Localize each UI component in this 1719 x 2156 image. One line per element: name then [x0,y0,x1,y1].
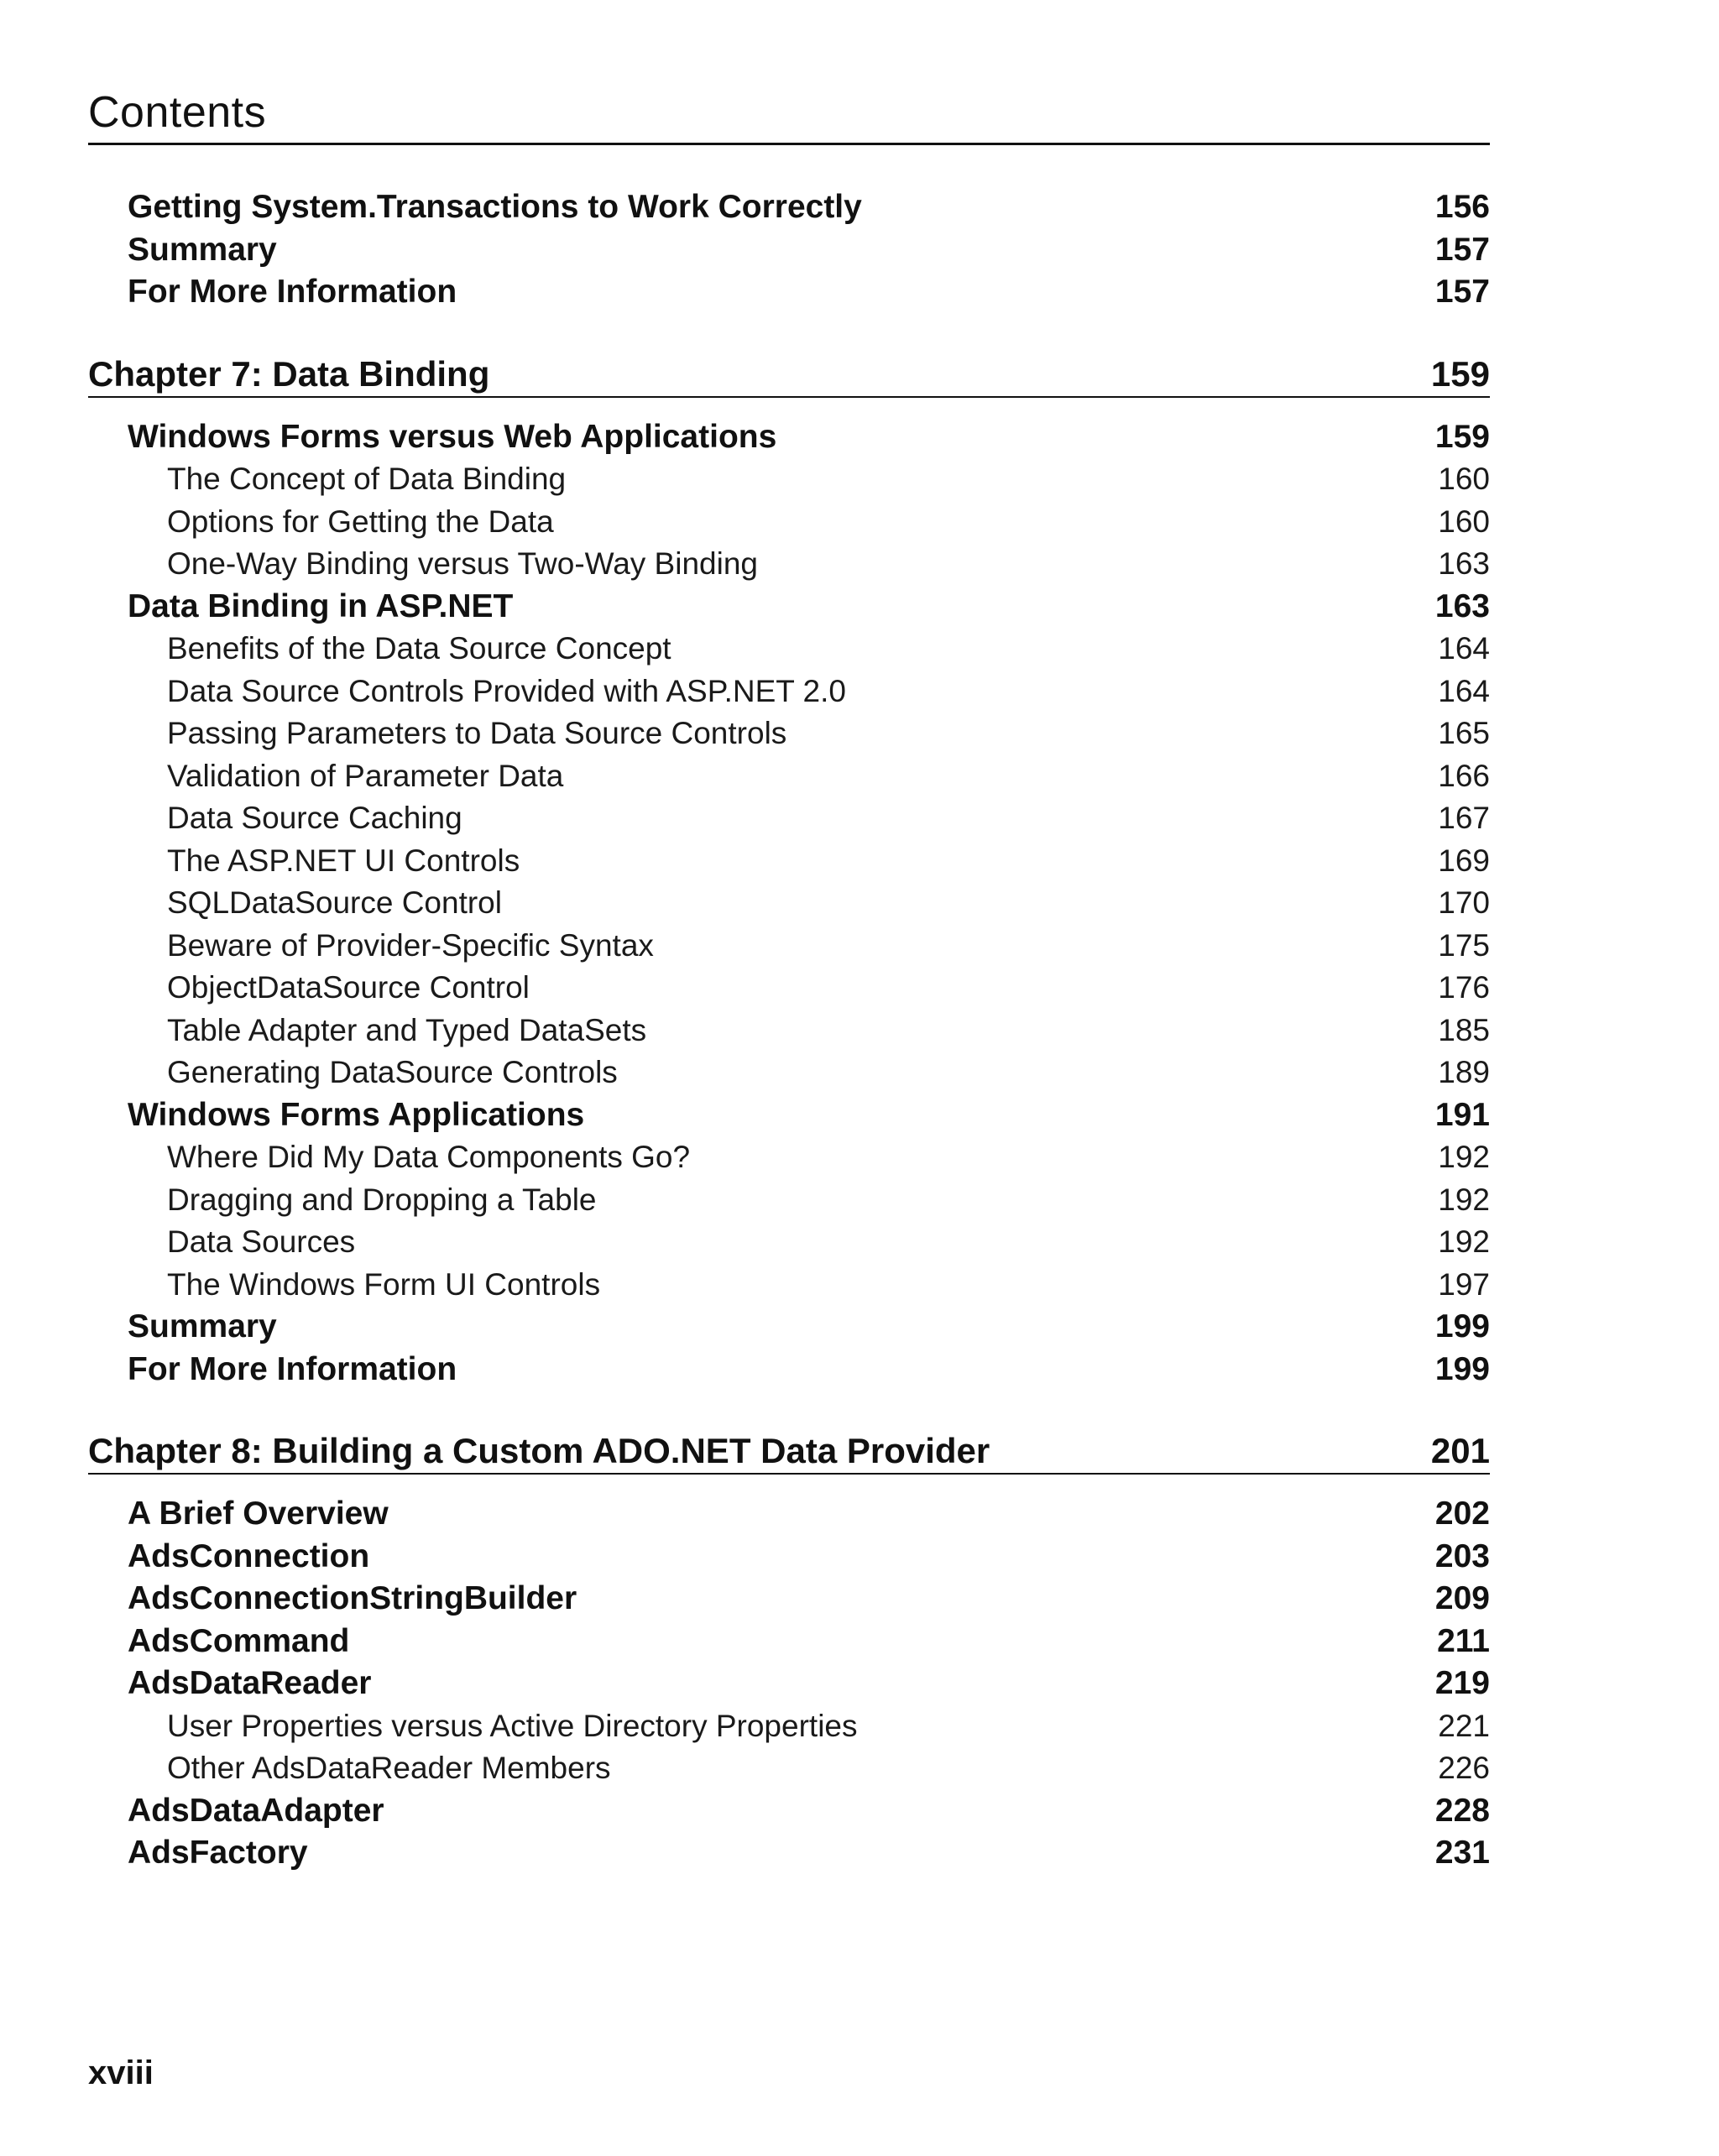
toc-entry-page: 160 [1438,462,1490,496]
toc-entry-label: AdsConnectionStringBuilder [128,1580,577,1616]
chapter-7-title: Chapter 7: Data Binding [88,353,490,394]
toc-entry-label: Data Source Caching [167,801,462,835]
toc-entry-page: 211 [1437,1622,1490,1659]
toc-entry-page: 226 [1438,1751,1490,1785]
toc-section-entry[interactable] [88,186,1490,229]
chapter-7-page: 159 [1430,353,1490,394]
toc-entry-page: 159 [1434,418,1490,455]
toc-entry-page: 185 [1438,1012,1490,1047]
toc-entry-page: 157 [1434,274,1490,310]
toc-entry-label: Windows Forms Applications [128,1096,585,1133]
toc-entry-page: 191 [1434,1096,1490,1133]
toc-section-entry[interactable] [88,1578,1490,1621]
toc-entry-label: AdsConnection [128,1537,370,1574]
toc-entry-label: ObjectDataSource Control [167,970,530,1005]
toc-subsection-entry[interactable] [88,713,1490,755]
toc-entry-page: 164 [1438,673,1490,708]
toc-entry-label: AdsDataReader [128,1665,372,1701]
page-folio: xviii [88,2054,154,2091]
toc-entry-page: 189 [1438,1055,1490,1089]
toc-entry-page: 219 [1434,1665,1490,1701]
toc-entry-page: 165 [1438,716,1490,750]
toc-entry-page: 164 [1438,631,1490,666]
toc-entry-page: 202 [1434,1496,1490,1532]
toc-entry-page: 197 [1438,1266,1490,1302]
toc-entry-page: 170 [1438,885,1490,920]
toc-entry-label: The Concept of Data Binding [167,462,567,496]
toc-entry-label: AdsCommand [128,1622,350,1659]
toc-subsection-entry[interactable] [88,1136,1490,1179]
chapter-7-heading[interactable] [88,346,1490,398]
toc-entry-label: Validation of Parameter Data [167,758,564,793]
toc-entry-label: Data Source Controls Provided with ASP.NET 2.0 [167,673,846,708]
toc-entry-label: The ASP.NET UI Controls [167,843,520,878]
toc-entry-page: 192 [1438,1140,1490,1174]
toc-section-entry[interactable] [88,1306,1490,1349]
toc-subsection-entry[interactable] [88,967,1490,1010]
chapter-8-entries [88,1493,1490,1875]
toc-entry-label: Beware of Provider-Specific Syntax [167,927,654,963]
toc-entry-label: For More Information [128,1350,457,1387]
toc-subsection-entry[interactable] [88,925,1490,968]
toc-entry-label: One-Way Binding versus Two-Way Binding [167,546,758,581]
toc-subsection-entry[interactable] [88,458,1490,501]
chapter-8-title: Chapter 8: Building a Custom ADO.NET Data Provider [88,1431,990,1470]
toc-section-entry[interactable] [88,271,1490,314]
toc-entry-page: 192 [1438,1182,1490,1217]
toc-entry-label: Benefits of the Data Source Concept [167,631,671,666]
toc-entry-page: 156 [1434,189,1490,225]
running-head [88,88,1490,145]
toc-section-entry[interactable] [88,1621,1490,1663]
toc-entry-page: 163 [1434,587,1490,624]
toc-section-entry[interactable] [88,1790,1490,1833]
toc-entry-page: 167 [1438,801,1490,835]
toc-entry-page: 203 [1434,1537,1490,1574]
toc-section-entry[interactable] [88,1094,1490,1137]
toc-entry-page: 192 [1438,1224,1490,1259]
toc-entry-page: 166 [1438,758,1490,793]
toc-entry-page: 176 [1438,970,1490,1005]
toc-entry-label: Data Sources [167,1224,356,1259]
toc-entry-page: 163 [1438,546,1490,581]
table-of-contents [88,186,1490,1875]
toc-subsection-entry[interactable] [88,882,1490,925]
toc-entry-label: Passing Parameters to Data Source Controls [167,716,787,750]
toc-entry-page: 228 [1434,1792,1490,1829]
toc-section-entry[interactable] [88,1349,1490,1391]
toc-subsection-entry[interactable] [88,1052,1490,1094]
toc-entry-label: A Brief Overview [128,1496,389,1532]
toc-entry-label: User Properties versus Active Directory Properties [167,1708,858,1743]
toc-entry-label: For More Information [128,274,457,310]
toc-subsection-entry[interactable] [88,755,1490,798]
toc-subsection-entry[interactable] [88,840,1490,883]
running-head-title: Contents [88,88,267,137]
toc-entry-label: The Windows Form UI Controls [167,1266,601,1302]
toc-entry-page: 160 [1438,504,1490,539]
chapter-7-entries [88,416,1490,1391]
toc-entry-label: Other AdsDataReader Members [167,1751,611,1785]
toc-entry-label: AdsFactory [128,1835,308,1871]
toc-entry-page: 231 [1434,1835,1490,1871]
toc-entry-page: 169 [1438,843,1490,878]
toc-section-entry[interactable] [88,1536,1490,1579]
toc-section-entry[interactable] [88,1663,1490,1705]
toc-entry-label: Options for Getting the Data [167,504,554,539]
toc-entry-label: Summary [128,231,277,268]
toc-entry-page: 157 [1434,231,1490,268]
toc-section-entry[interactable] [88,1493,1490,1536]
toc-entry-label: SQLDataSource Control [167,885,502,920]
toc-entry-page: 175 [1438,927,1490,963]
toc-entry-page: 209 [1434,1580,1490,1616]
toc-subsection-entry[interactable] [88,543,1490,586]
toc-entry-label: Data Binding in ASP.NET [128,587,514,624]
toc-subsection-entry[interactable] [88,501,1490,544]
chapter-8-page: 201 [1430,1431,1490,1470]
toc-subsection-entry[interactable] [88,628,1490,671]
intro-entries [88,186,1490,314]
toc-entry-page: 221 [1438,1708,1490,1743]
toc-entry-label: AdsDataAdapter [128,1792,384,1829]
toc-subsection-entry[interactable] [88,797,1490,840]
toc-entry-page: 199 [1434,1308,1490,1344]
toc-subsection-entry[interactable] [88,671,1490,713]
toc-entry-label: Table Adapter and Typed DataSets [167,1012,647,1047]
toc-entry-label: Summary [128,1308,277,1344]
toc-subsection-entry[interactable] [88,1010,1490,1052]
toc-entry-label: Dragging and Dropping a Table [167,1182,597,1217]
toc-section-entry[interactable] [88,416,1490,459]
toc-entry-label: Windows Forms versus Web Applications [128,418,777,455]
toc-subsection-entry[interactable] [88,1264,1490,1307]
toc-entry-label: Getting System.Transactions to Work Correctly [128,189,862,225]
toc-section-entry[interactable] [88,229,1490,272]
toc-subsection-entry[interactable] [88,1747,1490,1790]
chapter-8-heading[interactable] [88,1423,1490,1475]
toc-subsection-entry[interactable] [88,1705,1490,1748]
toc-section-entry[interactable] [88,1832,1490,1875]
toc-subsection-entry[interactable] [88,1221,1490,1264]
toc-entry-label: Where Did My Data Components Go? [167,1140,691,1174]
toc-subsection-entry[interactable] [88,1179,1490,1222]
toc-entry-page: 199 [1434,1350,1490,1387]
toc-entry-label: Generating DataSource Controls [167,1055,618,1089]
toc-section-entry[interactable] [88,586,1490,629]
